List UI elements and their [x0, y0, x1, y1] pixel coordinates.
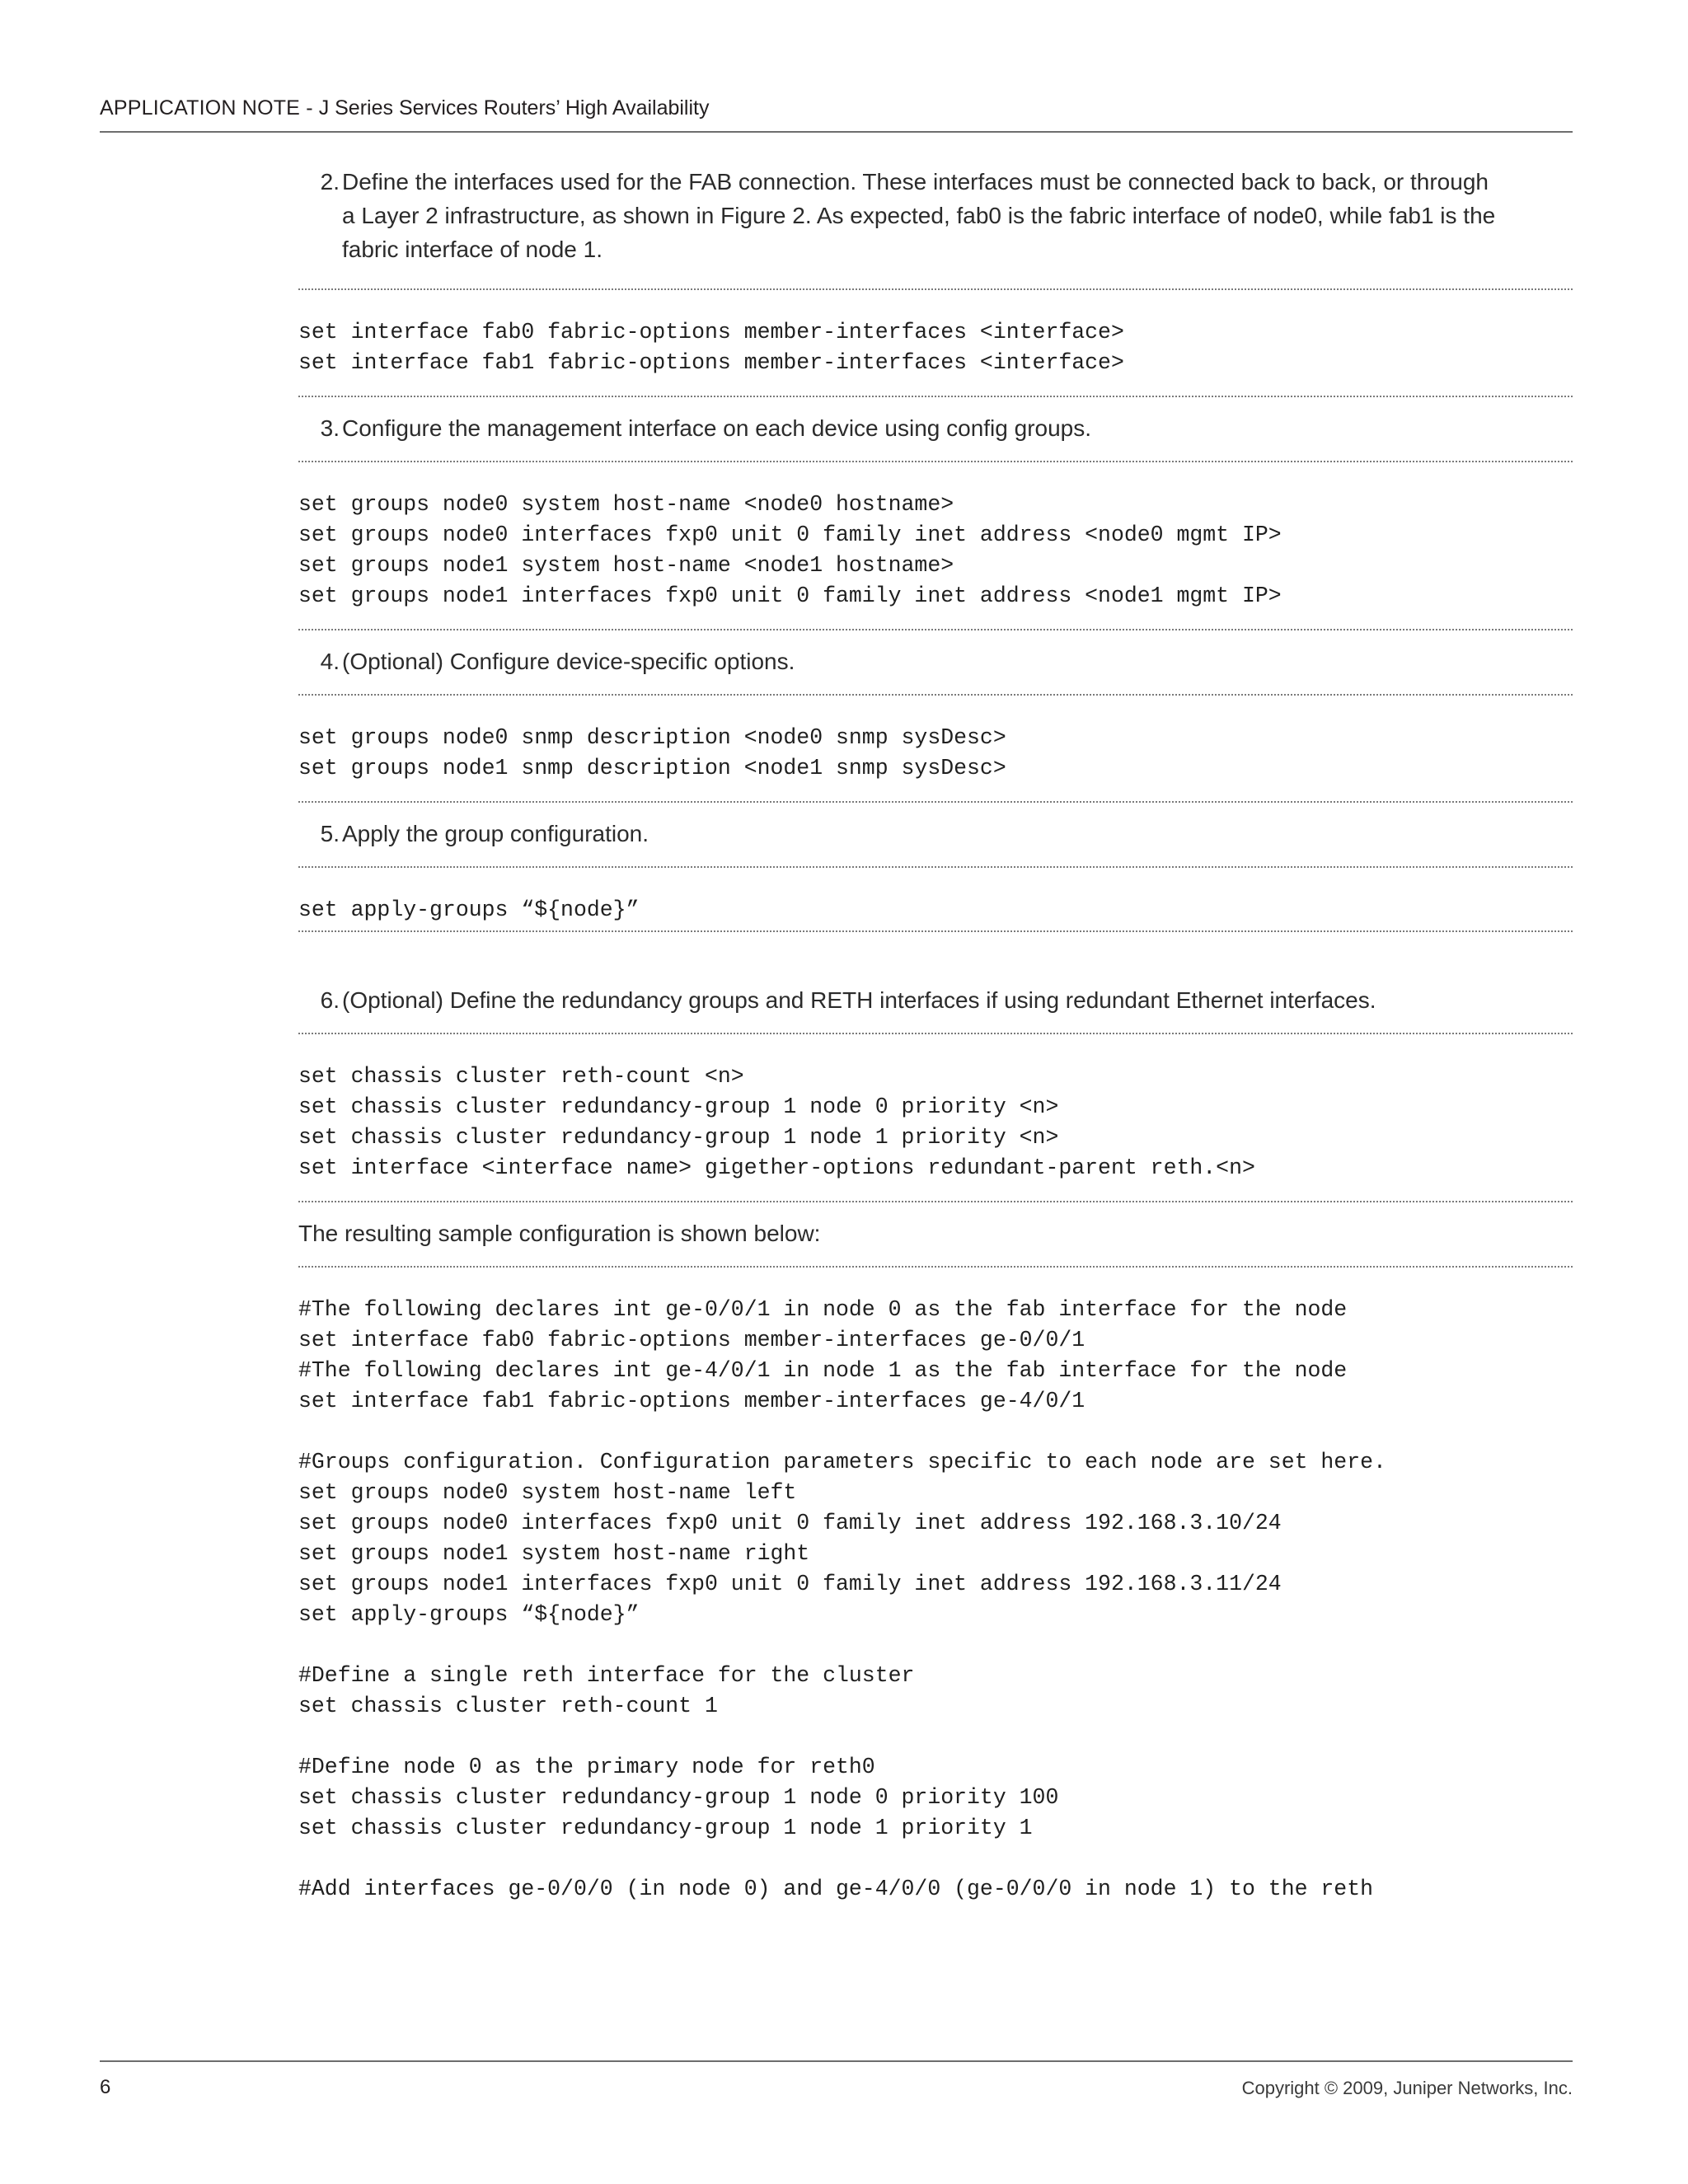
code-line: set interface fab1 fabric-options member-interfaces <interface> — [298, 350, 1124, 375]
code-line: #The following declares int ge-0/0/1 in node 0 as the fab interface for the node — [298, 1297, 1348, 1322]
code-line: set groups node0 system host-name <node0 hostname> — [298, 492, 954, 517]
step-text: (Optional) Configure device-specific options. — [342, 649, 795, 674]
header-label: APPLICATION NOTE - — [100, 96, 313, 120]
code-block-fab-interfaces — [298, 288, 1573, 397]
code-block-device-options — [298, 694, 1573, 803]
step-5 — [298, 817, 1573, 851]
step-3 — [298, 411, 1573, 445]
code-line: set chassis cluster redundancy-group 1 node 1 priority <n> — [298, 1125, 1059, 1150]
step-6 — [298, 983, 1573, 1017]
step-number: 4. — [320, 649, 340, 674]
code-line: set groups node1 interfaces fxp0 unit 0 family inet address <node1 mgmt IP> — [298, 583, 1282, 608]
code-block-apply-groups — [298, 866, 1573, 932]
step-2 — [298, 165, 1573, 266]
code-line: set groups node1 system host-name right — [298, 1541, 810, 1566]
header-title — [100, 96, 710, 120]
result-intro: The resulting sample configuration is shown below: — [298, 1221, 821, 1246]
page-header — [100, 96, 1573, 133]
code-line: set groups node0 interfaces fxp0 unit 0 family inet address <node0 mgmt IP> — [298, 523, 1282, 547]
code-line: set groups node1 snmp description <node1 snmp sysDesc> — [298, 756, 1006, 780]
step-text: Define the interfaces used for the FAB connection. These interfaces must be connected back to back, or through a Layer 2 infrastructure, as shown in Figure 2. As expected, fab0 is the fabric interface of node0, while fab1 is the fabric interface of node 1. — [342, 169, 1496, 262]
code-line: #Define node 0 as the primary node for reth0 — [298, 1755, 875, 1779]
step-number: 3. — [320, 415, 340, 441]
copyright-notice: Copyright © 2009, Juniper Networks, Inc. — [1241, 2078, 1573, 2098]
code-block-sample-config — [298, 1266, 1573, 1905]
code-blank-line — [298, 1844, 1573, 1874]
step-text: Apply the group configuration. — [342, 821, 649, 846]
code-line: #Define a single reth interface for the cluster — [298, 1663, 915, 1688]
content — [298, 165, 1573, 1905]
step-text: Configure the management interface on each device using config groups. — [342, 415, 1092, 441]
code-line: set apply-groups “${node}” — [298, 898, 640, 922]
code-line: set chassis cluster reth-count 1 — [298, 1694, 718, 1718]
header-doc-title: J Series Services Routers’ High Availability — [318, 96, 710, 120]
code-line: #Groups configuration. Configuration parameters specific to each node are set here. — [298, 1450, 1386, 1474]
page-number: 6 — [100, 2076, 111, 2098]
code-line: set groups node0 interfaces fxp0 unit 0 family inet address 192.168.3.10/24 — [298, 1511, 1282, 1535]
code-line: set groups node0 system host-name left — [298, 1480, 797, 1505]
code-line: set chassis cluster redundancy-group 1 node 0 priority <n> — [298, 1094, 1059, 1119]
code-line: set groups node1 interfaces fxp0 unit 0 family inet address 192.168.3.11/24 — [298, 1572, 1282, 1596]
code-line: set chassis cluster redundancy-group 1 node 0 priority 100 — [298, 1785, 1059, 1810]
code-line: #The following declares int ge-4/0/1 in node 1 as the fab interface for the node — [298, 1358, 1348, 1383]
code-line: set chassis cluster reth-count <n> — [298, 1064, 744, 1089]
code-line: set groups node1 system host-name <node1 hostname> — [298, 553, 954, 578]
code-blank-line — [298, 1630, 1573, 1661]
code-line: set interface fab0 fabric-options member-interfaces <interface> — [298, 320, 1124, 344]
code-blank-line — [298, 1722, 1573, 1752]
code-line: set interface <interface name> gigether-options redundant-parent reth.<n> — [298, 1155, 1255, 1180]
step-text: (Optional) Define the redundancy groups and RETH interfaces if using redundant Ethernet interfaces. — [342, 987, 1376, 1013]
code-block-management — [298, 461, 1573, 630]
code-line: set interface fab1 fabric-options member-interfaces ge-4/0/1 — [298, 1389, 1085, 1413]
page-footer — [100, 2060, 1573, 2098]
code-line: set groups node0 snmp description <node0 snmp sysDesc> — [298, 725, 1006, 750]
code-line: #Add interfaces ge-0/0/0 (in node 0) and ge-4/0/0 (ge-0/0/0 in node 1) to the reth — [298, 1877, 1374, 1901]
step-number: 2. — [320, 169, 340, 194]
code-blank-line — [298, 1417, 1573, 1447]
code-line: set interface fab0 fabric-options member-interfaces ge-0/0/1 — [298, 1328, 1085, 1352]
step-number: 6. — [320, 987, 340, 1013]
code-line: set apply-groups “${node}” — [298, 1602, 640, 1627]
step-4 — [298, 644, 1573, 678]
code-line: set chassis cluster redundancy-group 1 node 1 priority 1 — [298, 1816, 1033, 1840]
code-block-redundancy — [298, 1033, 1573, 1202]
step-number: 5. — [320, 821, 340, 846]
